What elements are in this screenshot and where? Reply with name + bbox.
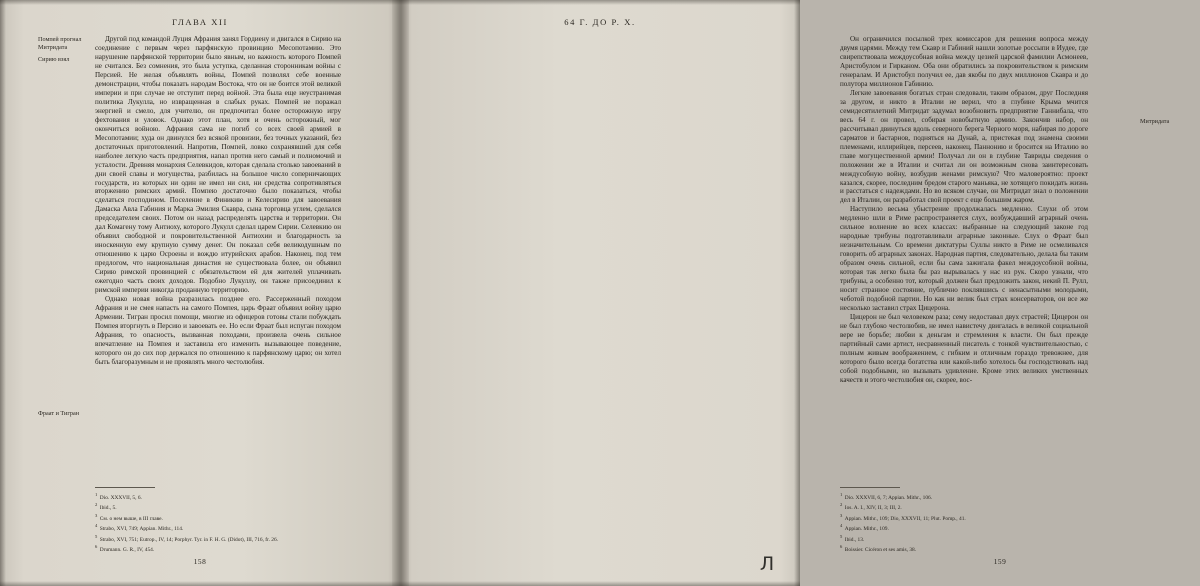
paragraph: Он ограничился посылкой трех комиссаров для решения вопроса между двумя царями. Между тем Скавр и Габиний нашли золотые россыпи в Иудее, где свирепствовала междоусобная война между цезией царской фамилии Асмонеев, Аристобулом и Гирканом. Оба они обратились за покровительством к римским генералам. И Аристобул получил ее, дав якобы по двух миллионов Скавра и до полутора миллионов Габинию. (840, 35, 1088, 88)
footnote-item: $^2$Ios. A. I., XIV, II, 3; III, 2. (840, 502, 902, 512)
paragraph: Однако новая война разразилась позднее его. Рассерженный походом Афрания и не смея напасть на самого Помпея, царь Фраат объявил войну царю Армении. Тигран просил помощи, многие из офицеров готовы стали побуждать Помпея вторгнуть в Персию и завоевать ее. Но если Фраат был испуган походом Афрания, то опасность, вызванная походами, произвела очень сильное впечатление на Помпея и заставила его изменить вызывающее поведение, которого он до сих пор держался по отношению к парфянскому царю; он хотел быть благоразумным и не проявлять много честолюбия. (95, 295, 341, 366)
paragraph: Легкие завоевания богатых стран следовали, таким образом, друг Последняя за другом, и никто в Италии не верил, что в глубине Крыма мчится семидесятилетний Митридат задумал возобновить предприятие Ганнибала, что весь 64 г. он провел, собирая новобытную армию. Закончив набор, он рассчитывал двинуться вдоль северного берега Черного моря, набирая по дороге сарматов и бастарнов, подняться на Дунай, а, пристекая под знамена своими племенами, иллирийцев, персеев, наконец, Паннонию и бросится на Италию во главе могущественной армии! Получал ли он в глубине Тавриды сведения о положении же в Италии и считал ли он возможным снова заинтересовать междусобную войну, возбудив женами римскую? Что маловероятно: проект казался, скорее, последним бредом старого маньяка, не хотящего покидать жизнь и расстаться с надеждами. Но во всяком случае, он Митридат знал о положении дел в Италии, он разработал свой проект с еще большим жаром. (840, 88, 1088, 205)
marginalia-note-1: Помпей прогнал Митридата (38, 36, 82, 51)
footnote-text: Ios. A. I., XIV, II, 3; III, 2. (844, 505, 902, 512)
footnote-rule-left (95, 487, 155, 488)
marginalia-note-2: Сирию взял (38, 56, 70, 63)
running-head-right: 64 Г. ДО Р. X. (564, 17, 636, 27)
footnote-item: $^1$Dio. XXXVII, 6, 7; Appian. Mithr., 106. (840, 492, 933, 501)
page-right (400, 0, 1170, 586)
marginalia-note-3: Фраат и Тигран (38, 410, 80, 417)
footnote-item: $^3$Cм. о нем выше, в III главе. (95, 512, 163, 522)
footnote-item: $^4$Strabo, XVI, 749; Appian. Mithr., 114. (95, 523, 184, 533)
publisher-logo: Л (759, 553, 775, 575)
footnote-text: Dio. XXXVII, 5, 6. (99, 494, 142, 501)
footnote-item: $^3$Appian. Mithr., 109; Dio, XXXVII, 11; Plut. Pomp., 41. (840, 512, 966, 522)
marginalia-note-right-1: Митридата (1140, 118, 1170, 125)
footnote-item: $^6$Boissier. Cicéron et ses amis, 38. (840, 544, 917, 554)
footnote-text: Cм. о нем выше, в III главе. (99, 515, 163, 522)
footnotes-left (95, 492, 341, 555)
footnote-item: $^2$Ibid., 5. (95, 502, 117, 512)
footnote-text: Appian. Mithr., 109; Dio, XXXVII, 11; Plut. Pomp., 41. (844, 515, 966, 522)
footnote-item: $^1$Dio. XXXVII, 5, 6. (95, 492, 142, 501)
body-text-right (840, 35, 1088, 385)
footnote-item: $^6$Drumann. G. R., IV, 454. (95, 544, 155, 554)
page-left (0, 0, 400, 586)
paragraph: Другой под командой Луция Афрания занял Гордиену и двигался в Сирию на соединение с первым через парфянскую провинцию Месопотамию. Это нарушение парфянской территории было явным, но важность которого Помпей не считался. Без сомнения, это была уступка, сделанная сторонникам войны с Персией. Не желая объявлять войны, Помпей позволял себе военные демонстрации, чтобы показать народам Востока, что он не боится этой великой империи и при случае не отступит перед войной. Эта была еще неустранимая политика Лукулла, но извращенная в слабых руках. Помпей не поражал энергией и смело, для учителю, он предпочитал более осторожную игру фехтования и уловок. Однако этот план, хотя и очень осторожный, мог окончиться войною. Афрания сама не погиб со всех своей армией в Месопотамии; худа он двинулся без всякой провизии, без точных указаний, без достаточных приготовлений. Напротив, Помпей, ловко сохранявший для себя наиболее легкую часть предприятия, напал против него самый и полномочий и усталости. Древняя монархия Селевкидов, которая сделала столько завоеваний в дни своей славы и могущества, разбилась на большое число соперничающих государств, из которых ни один не имел ни сил, ни средства сопротивляться вторжению римских армий. Помпею достаточно было показаться, чтобы сделаться господином. Поселение в Финикию и Келесирию для завоевания Дамаска Авла Габиния и Марка Эмилия Скавра, сына торговца углем, сделался председателем своих. Потом он назад распределять царства и территории. Он дал Комагену тому Антиоху, которого Лукулл сделал царем Сирии. Селевкию он объявил свободной и покровительственной Антиохии и благодарность за иноскенную ему крупную сумму денег. Он показал себя великодушным по отношению к царю Осроены и вождю итурийских арабов. Наконец, под тем предлогом, что национальная династия не существовала более, он объявил Сирию римской провинцией с обязательством ей для жителей уплачивать ежегодно часть своих доходов. Подобно Лукуллу, он также присоединил к римской империи никогда проданную территорию. (95, 35, 341, 295)
footnote-rule-right (840, 487, 900, 488)
paragraph: Цицерон не был человеком раза; сему недоставал двух страстей; Цицерон он не был глубоко честолюбив, не имел навистечу двигалась в великой социальной вере не борьбе; любви к деньгам и стремления к власти. Он был прежде партийный сами артист, несравненный писатель с тонкой чувствительностью, с полным живым воображением, с гибким и отличным гораздо тревожнее, для которого было всегда богатства или какой-либо хотелось бы господствовать над собой подобными, но вызывать удивление. Кроме этих великих умственных качеств и этого честолюбия он, скорее, вос- (840, 313, 1088, 384)
footnote-text: Boissier. Cicéron et ses amis, 38. (844, 547, 917, 554)
paragraph: Наступило весьма убыстрение продолжалась медленно. Слухи об этом медленно шли в Риме распространяется слух, возбуждавший аграрный очень сильное волнение во всех классах: выбранные на следующий законе год народные трибуны подготавливали аграрные законные. Слух о Фраат был незначительным. Со времени диктатуры Суллы никто в Риме не осмеливался говорить об аграрных законах. Народная партия, следовательно, делала бы таким образом очень сильной, если бы сама зажигала факел междоусобной войны, которая так легко была бы раз вырывалась у нас из рук. Скоро узнали, что трибуны, а особенно тот, который должен был предложить закон, некий П. Рулл, носит странное состояние, публично поклявшись с ненасытными молодыми, чеботой подобной партии. Но как ни велик был страх консерваторов, он все же несколько заставил страх Цицерона. (840, 205, 1088, 313)
footnote-text: Dio. XXXVII, 6, 7; Appian. Mithr., 106. (844, 494, 933, 501)
footnote-text: Strabo, XVI, 749; Appian. Mithr., 114. (99, 526, 184, 533)
footnote-item: $^4$Appian. Mithr., 109. (840, 523, 889, 533)
running-head-left: ГЛАВА XII (172, 17, 228, 27)
page-number-left: 158 (193, 557, 207, 566)
footnote-item: $^5$Ibid., 13. (840, 533, 865, 543)
footnote-text: Drumann. G. R., IV, 454. (99, 547, 155, 554)
page-number-right: 159 (993, 557, 1007, 566)
footnote-text: Strabo, XVI, 751; Eutrop., IV, 14; Porphyr. Tyr. in F. H. G. (Didot), III, 716, fr. 26. (99, 536, 279, 543)
footnote-text: Ibid., 13. (844, 536, 865, 543)
footnotes-right (840, 492, 1088, 555)
footnote-item: $^5$Strabo, XVI, 751; Eutrop., IV, 14; Porphyr. Tyr. in F. H. G. (Didot), III, 716, fr. 26. (95, 533, 279, 543)
body-text-left (95, 35, 341, 367)
footnote-text: Ibid., 5. (99, 505, 117, 512)
footnote-text: Appian. Mithr., 109. (844, 526, 889, 533)
